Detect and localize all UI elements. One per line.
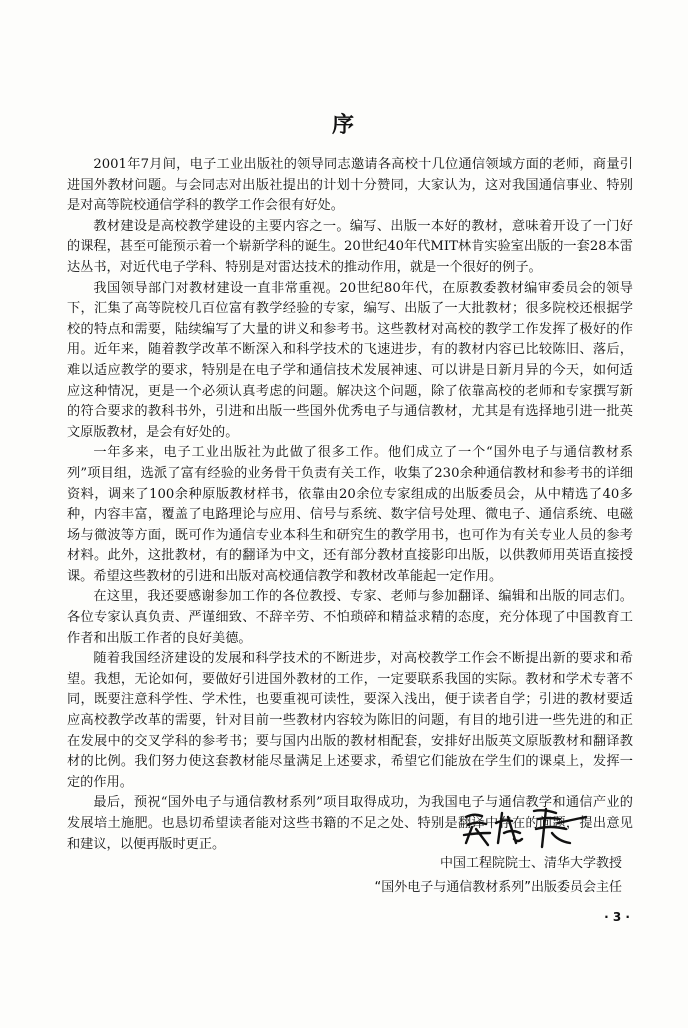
paragraph: 教材建设是高校教学建设的主要内容之一。编写、出版一本好的教材，意味着开设了一门好的课程，甚至可能预示着一个崭新学科的诞生。20世纪40年代MIT林肯实验室出版的一套28本雷达丛书，对近代电子学科、特别是对雷达技术的推动作用，就是一个很好的例子。 <box>67 218 633 275</box>
page-number: · 3 · <box>604 910 630 924</box>
signer-affiliation: 中国工程院院士、清华大学教授 <box>439 856 622 871</box>
paragraph: 最后，预祝“国外电子与通信教材系列”项目取得成功，为我国电子与通信教学和通信产业的发展培土施肥。也恳切希望读者能对这些书籍的不足之处、特别是翻译中存在的问题，提出意见和建议，以便再版时更正。 <box>67 795 633 852</box>
signer-role: “国外电子与通信教材系列”出版委员会主任 <box>374 880 622 895</box>
paragraph: 一年多来，电子工业出版社为此做了很多工作。他们成立了一个“国外电子与通信教材系列”项目组，选派了富有经验的业务骨干负责有关工作，收集了230余种通信教材和参考书的详细资料，调来了100余种原版教材样书，依靠由20余位专家组成的出版委员会，从中精选了40多种，内容丰富，覆盖了电路理论与应用、信号与系统、数字信号处理、微电子、通信系统、电磁场与微波等方面，既可作为通信专业本科生和研究生的教学用书，也可作为有关专业人员的参考材料。此外，这批教材，有的翻译为中文，还有部分教材直接影印出版，以供教师用英语直接授课。希望这些教材的引进和出版对高校通信教学和教材改革能起一定作用。 <box>67 445 633 584</box>
handwritten-signature <box>458 803 593 851</box>
page-title: 序 <box>331 113 356 138</box>
paragraph: 2001年7月间，电子工业出版社的领导同志邀请各高校十几位通信领域方面的老师，商量引进国外教材问题。与会同志对出版社提出的计划十分赞同，大家认为，这对我国通信事业、特别是对高等院校通信学科的教学工作会很有好处。 <box>67 157 633 214</box>
paragraph: 在这里，我还要感谢参加工作的各位教授、专家、老师与参加翻译、编辑和出版的同志们。各位专家认真负责、严谨细致、不辞辛劳、不怕琐碎和精益求精的态度，充分体现了中国教育工作者和出版工作者的良好美德。 <box>67 589 633 646</box>
preface-body <box>67 155 633 855</box>
paragraph: 随着我国经济建设的发展和科学技术的不断进步，对高校教学工作会不断提出新的要求和希望。我想，无论如何，要做好引进国外教材的工作，一定要联系我国的实际。教材和学术专著不同，既要注意科学性、学术性，也要重视可读性，要深入浅出，便于读者自学；引进的教材要适应高校教学改革的需要，针对目前一些教材内容较为陈旧的问题，有目的地引进一些先进的和正在发展中的交叉学科的参考书；要与国内出版的教材相配套，安排好出版英文原版教材和翻译教材的比例。我们努力使这套教材能尽量满足上述要求，希望它们能放在学生们的课桌上，发挥一定的作用。 <box>67 651 633 790</box>
paragraph: 我国领导部门对教材建设一直非常重视。20世纪80年代，在原教委教材编审委员会的领导下，汇集了高等院校几百位富有教学经验的专家，编写、出版了一大批教材；很多院校还根据学校的特点和需要，陆续编写了大量的讲义和参考书。这些教材对高校的教学工作发挥了极好的作用。近年来，随着教学改革不断深入和科学技术的飞速进步，有的教材内容已比较陈旧、落后，难以适应教学的要求，特别是在电子学和通信技术发展神速、可以讲是日新月异的今天，如何适应这种情况，更是一个必须认真考虑的问题。解决这个问题，除了依靠高校的老师和专家撰写新的符合要求的教科书外，引进和出版一些国外优秀电子与通信教材，尤其是有选择地引进一批英文原版教材，是会有好处的。 <box>67 280 633 440</box>
